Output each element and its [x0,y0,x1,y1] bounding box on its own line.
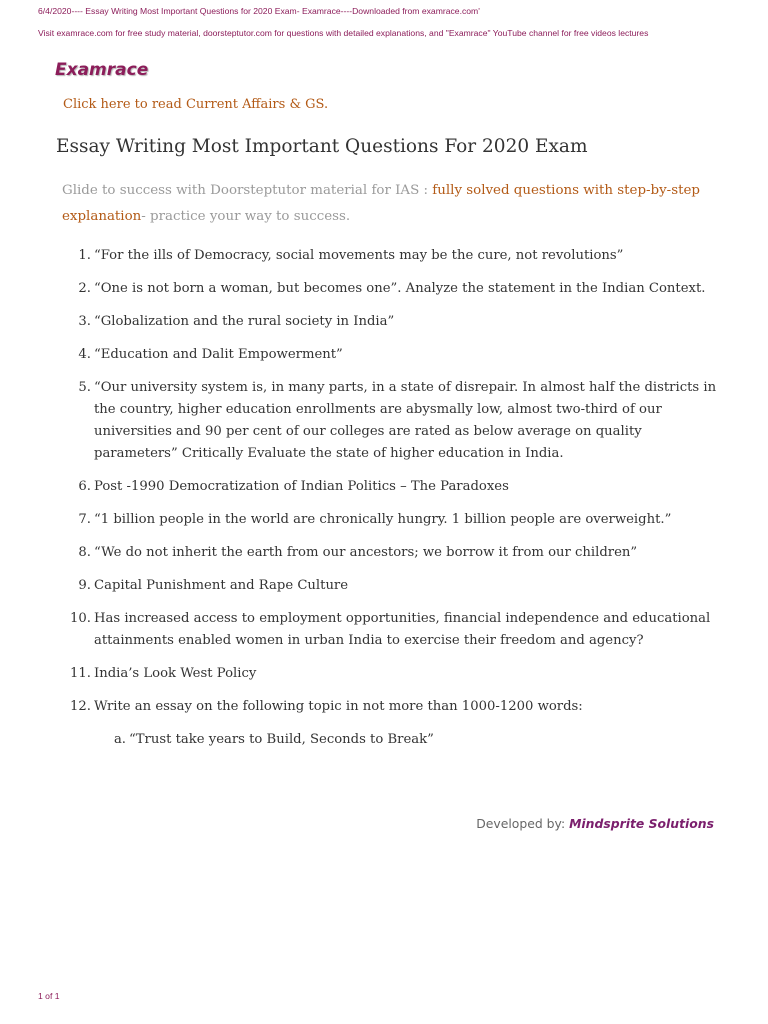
question-number: 4. [78,347,91,362]
page-title: Essay Writing Most Important Questions For 2020 Exam [56,136,588,157]
solved-questions-link[interactable]: fully solved questions with step-by-step explanation [62,183,700,224]
question-text: Has increased access to employment opportunities, financial independence and educational attainments enabled women in urban India to exercise their freedom and agency? [94,611,711,648]
question-text: “Globalization and the rural society in India” [94,314,395,329]
question-text: Post -1990 Democratization of Indian Politics – The Paradoxes [94,479,509,494]
subquestion-list [94,729,719,751]
promo-paragraph [62,178,712,230]
current-affairs-link[interactable]: Click here to read Current Affairs & GS. [63,97,329,112]
question-item [70,608,719,652]
print-header-line: 6/4/2020---- Essay Writing Most Important Questions for 2020 Exam- Examrace----Downloaded from examrace.com' [38,6,480,16]
question-number: 7. [78,512,91,527]
question-number: 5. [78,380,91,395]
question-item [78,476,719,498]
question-text: “One is not born a woman, but becomes one”. Analyze the statement in the Indian Context. [94,281,706,296]
promo-suffix: - practice your way to success. [141,209,351,224]
subquestion-item [113,729,719,751]
developed-by-label: Developed by: [476,816,570,831]
question-item [78,311,719,333]
question-number: 8. [78,545,91,560]
page-number: 1 of 1 [38,991,60,1001]
question-item [78,344,719,366]
print-header-notice: Visit examrace.com for free study material, doorsteptutor.com for questions with detailed explanations, and "Examrace" YouTube channel for free videos lectures [38,28,649,38]
examrace-logo[interactable]: Examrace [55,60,149,80]
question-number: 3. [78,314,91,329]
promo-prefix: Glide to success with Doorsteptutor material for IAS : [62,183,433,198]
question-number: 10. [70,611,91,626]
question-item [78,542,719,564]
question-text: “Our university system is, in many parts, in a state of disrepair. In almost half the districts in the country, higher education enrollments are abysmally low, almost two-third of our universities and 90 per cent of our colleges are rated as below average on quality parameters” Critically Evaluate the state of higher education in India. [94,380,717,461]
developed-by [476,816,714,831]
question-text: “1 billion people in the world are chronically hungry. 1 billion people are overweight.” [94,512,672,527]
question-text: India’s Look West Policy [94,666,257,681]
question-number: 1. [78,248,91,263]
question-text: “We do not inherit the earth from our ancestors; we borrow it from our children” [94,545,638,560]
question-text: “For the ills of Democracy, social movements may be the cure, not revolutions” [94,248,624,263]
question-number: 12. [70,699,91,714]
question-text: Capital Punishment and Rape Culture [94,578,349,593]
question-item [78,245,719,267]
question-item [70,663,719,685]
subquestion-letter: a. [113,732,126,747]
question-item [78,377,719,465]
question-item [78,509,719,531]
question-item [78,278,719,300]
question-number: 9. [78,578,91,593]
developer-brand: Mindsprite Solutions [569,816,714,831]
subquestion-text: “Trust take years to Build, Seconds to Break” [129,732,434,747]
question-item [78,575,719,597]
question-number: 2. [78,281,91,296]
question-number: 6. [78,479,91,494]
question-text: “Education and Dalit Empowerment” [94,347,343,362]
question-text: Write an essay on the following topic in not more than 1000-1200 words: [94,699,583,714]
question-item [70,696,719,751]
question-number: 11. [70,666,91,681]
question-list [70,245,719,762]
